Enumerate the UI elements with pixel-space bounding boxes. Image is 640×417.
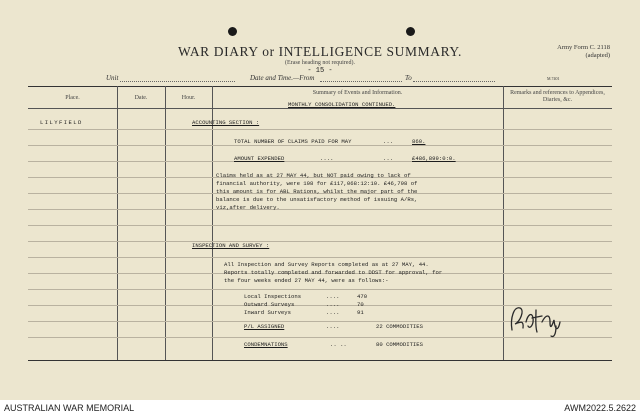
footer-source: AUSTRALIAN WAR MEMORIAL [4,403,135,413]
inspection-value: 470 [357,293,368,300]
pl-assigned-value: 22 COMMODITIES [376,323,423,330]
inspection-heading: INSPECTION AND SURVEY : [192,242,270,249]
punch-hole [406,27,415,36]
ruled-line [28,257,612,258]
unit-dotted-line [120,81,235,82]
claims-paid-label: TOTAL NUMBER OF CLAIMS PAID FOR MAY [234,138,352,145]
inspection-text-line: Reports totally completed and forwarded to DDST for approval, for [224,269,443,276]
ruled-line [28,129,612,130]
inspection-text-line: the four weeks ended 27 MAY 44, were as follows:- [224,277,389,284]
ruled-line [28,145,612,146]
claims-text-line: Claims held as at 27 MAY 44, but NOT paid owing to lack of [216,172,411,179]
inspection-value: 70 [357,301,364,308]
inspection-dots: .... [326,301,340,308]
col-summary: Summary of Events and Information. [312,90,403,96]
col-remarks: Remarks and references to Appendices, Diaries, &c. [510,90,605,103]
condemnations-dots: .. .. [330,341,347,348]
form-reference [557,44,610,60]
claims-paid-dots: ... [383,138,394,145]
from-dotted-line [320,81,402,82]
form-ref-sub: (adapted) [585,52,610,59]
col-divider [165,86,166,360]
punch-hole [228,27,237,36]
date-time-label: Date and Time.—From [250,74,315,82]
col-divider [503,86,504,360]
footer-accession: AWM2022.5.2622 [564,403,636,413]
page-number: - 15 - [307,67,333,75]
table-bottom-rule [28,360,612,361]
col-divider [212,86,213,360]
col-date: Date. [134,95,148,101]
ruled-line [28,241,612,242]
footer [0,400,640,417]
inspection-text-line: All Inspection and Survey Reports completed as at 27 MAY, 44. [224,261,429,268]
col-hour: Hour. [181,95,196,101]
inspection-label: Local Inspections [244,293,302,300]
inspection-dots: .... [326,309,340,316]
col-place: Place. [65,95,80,101]
amount-dots: .... [320,155,334,162]
unit-label: Unit [106,74,119,82]
page-title: WAR DIARY or INTELLIGENCE SUMMARY. [177,44,463,59]
claims-paid-value: 860. [412,138,426,145]
condemnations-value: 80 COMMODITIES [376,341,423,348]
erase-note: (Erase heading not required). [285,60,355,66]
accounting-heading: ACCOUNTING SECTION : [192,119,260,126]
condemnations-label: CONDEMNATIONS [244,341,288,348]
pl-assigned-label: P/L ASSIGNED [244,323,285,330]
place-name: LILYFIELD [40,119,83,126]
table-top-rule [28,86,612,87]
amount-dots: ... [383,155,394,162]
to-dotted-line [413,81,495,82]
signature [506,300,566,342]
inspection-value: 91 [357,309,364,316]
claims-text-line: this amount is for ABL Rations, whilst the major part of the [216,188,418,195]
ruled-line [28,209,612,210]
ms-label: M.7401 [547,76,560,81]
inspection-label: Inward Surveys [244,309,291,316]
to-label: To [405,74,412,82]
inspection-dots: .... [326,293,340,300]
claims-text-line: viz,after delivery. [216,204,280,211]
amount-label: AMOUNT EXPENDED [234,155,285,162]
ruled-line [28,289,612,290]
form-ref-label: Army Form C. 2118 [557,44,610,51]
inspection-label: Outward Surveys [244,301,295,308]
amount-value: £486,899:0:0. [412,155,456,162]
header-bottom-rule [28,108,612,109]
entry-heading: MONTHLY CONSOLIDATION CONTINUED. [288,101,396,108]
col-divider [117,86,118,360]
claims-text-line: financial authority, were 108 for £117,068:12:10. £46,798 of [216,180,418,187]
ruled-line [28,225,612,226]
claims-text-line: balance is due to the unsatisfactory method of issuing A/Rs, [216,196,418,203]
pl-assigned-dots: .... [326,323,340,330]
